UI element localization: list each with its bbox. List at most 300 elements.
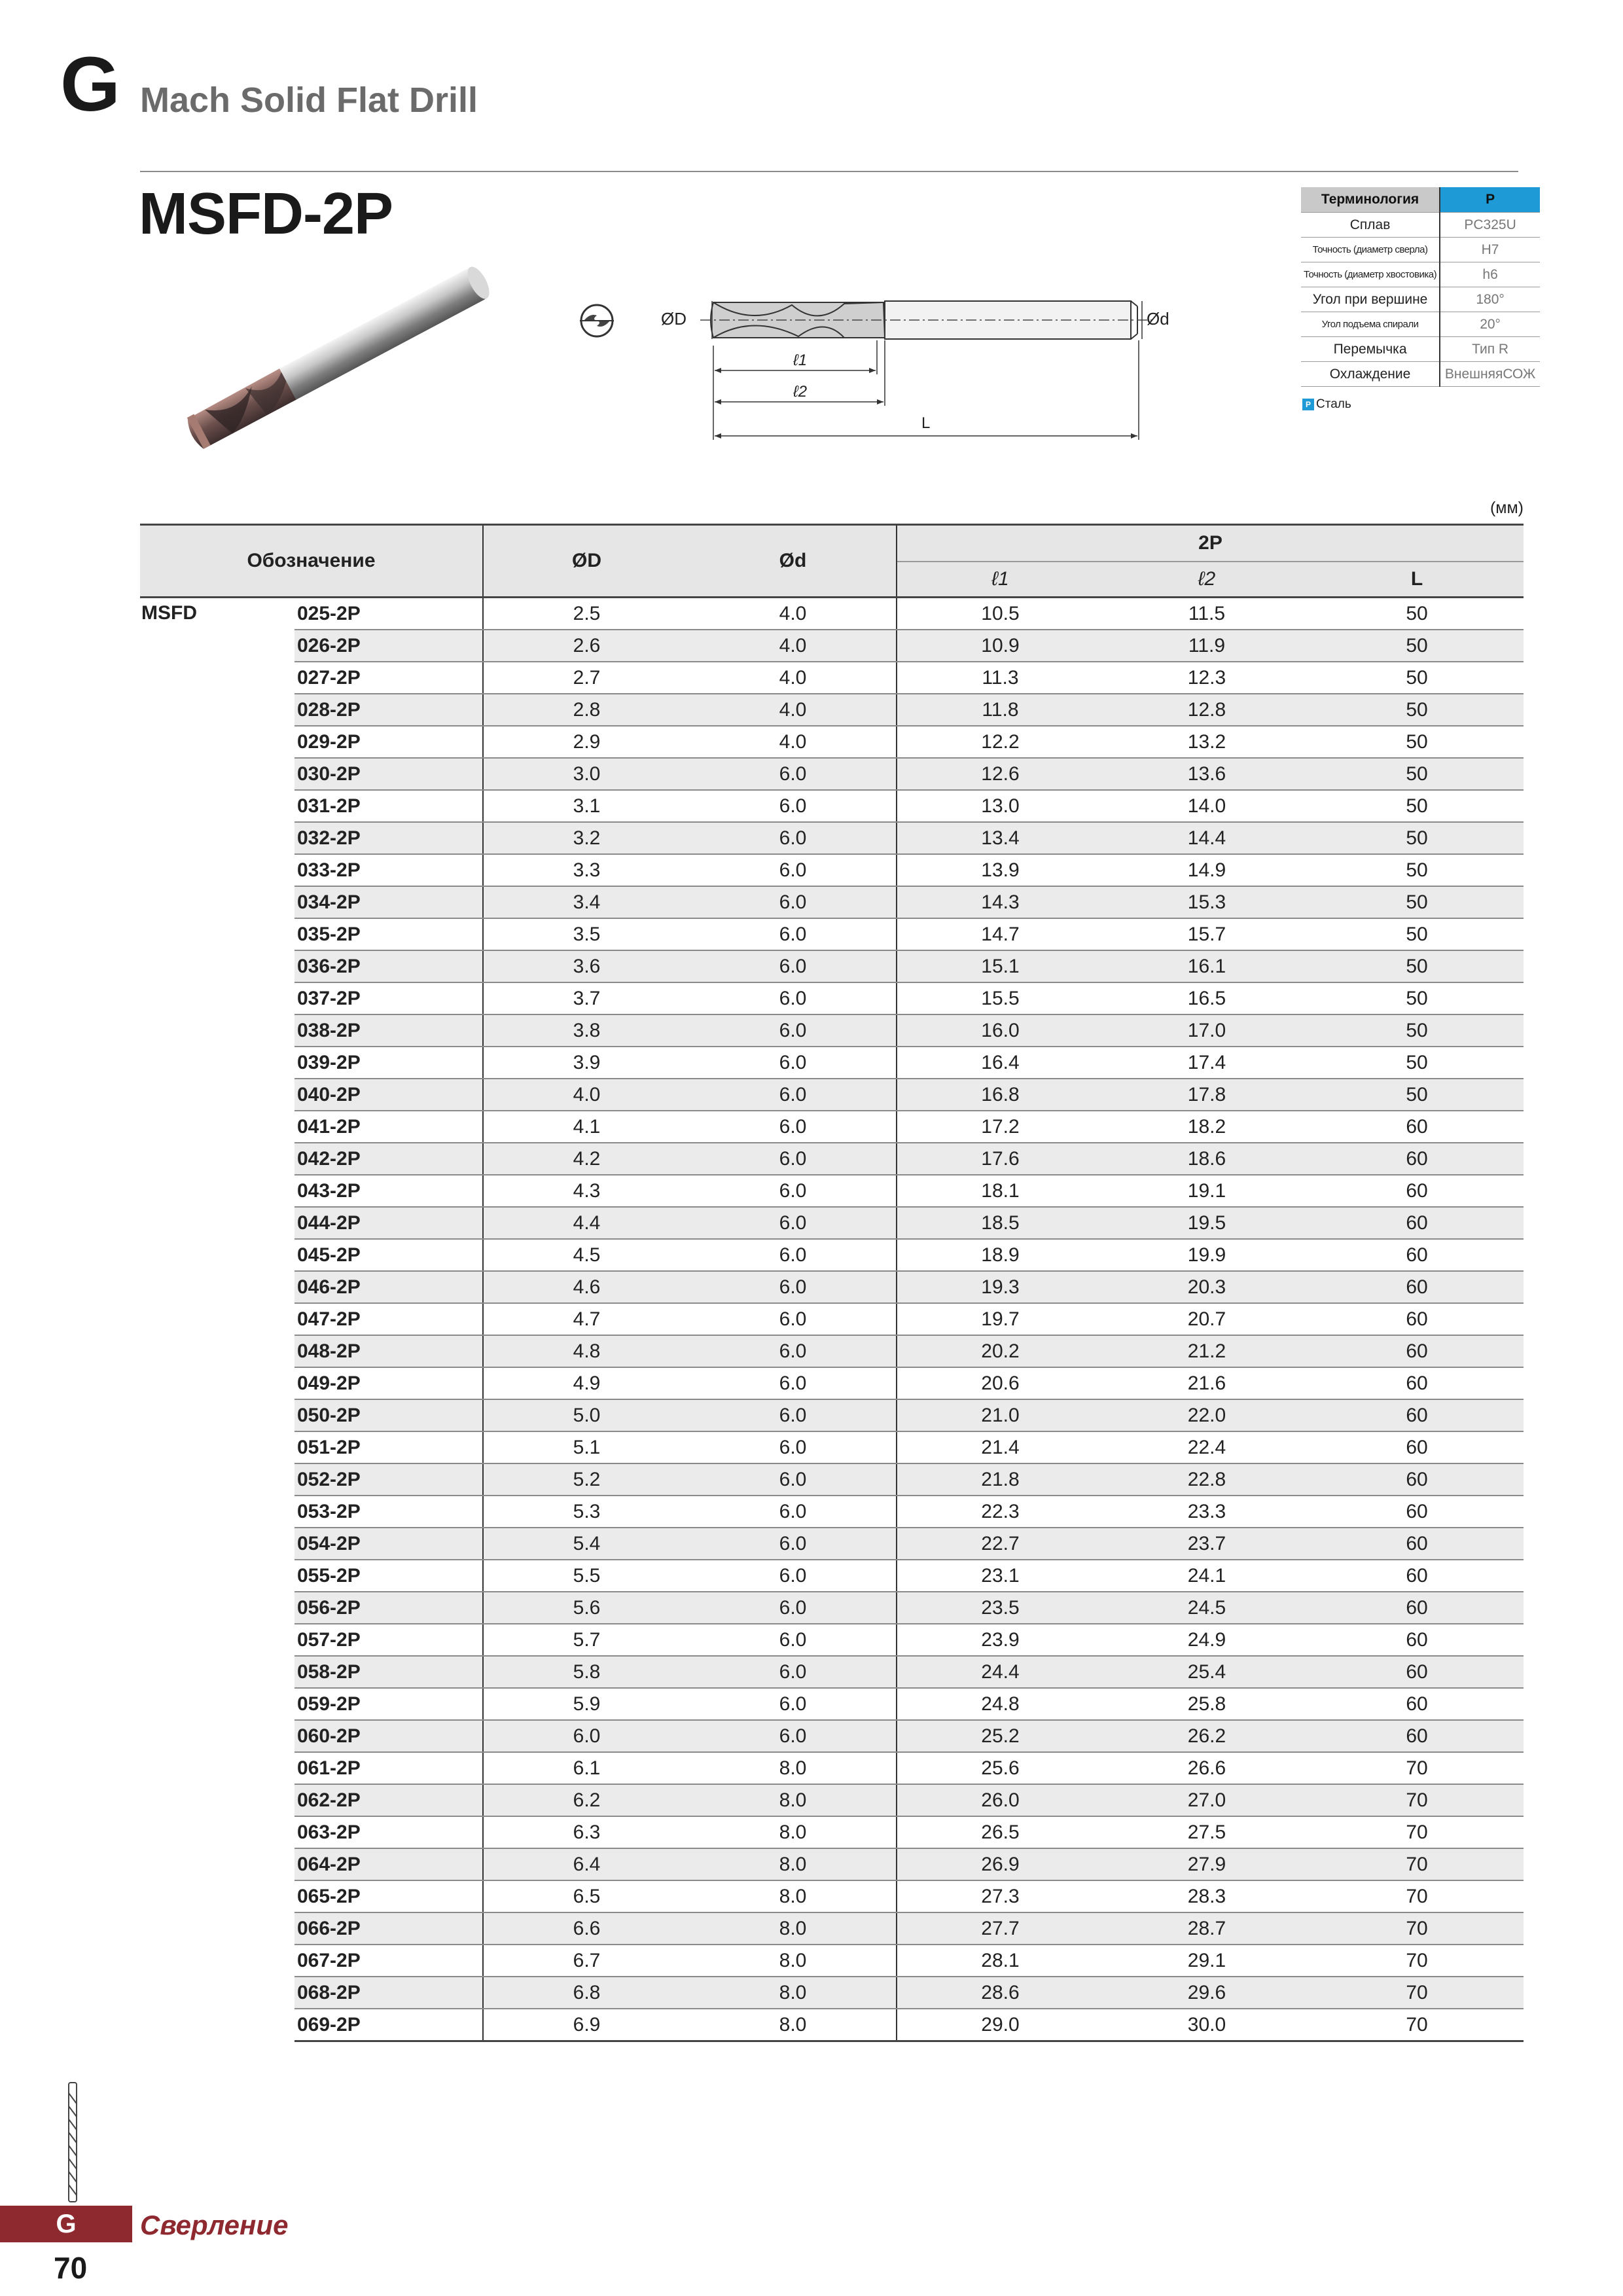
cell-L: 50 bbox=[1310, 982, 1524, 1014]
cell-D: 5.1 bbox=[483, 1431, 690, 1463]
cell-D: 4.0 bbox=[483, 1079, 690, 1111]
cell-l1: 18.1 bbox=[897, 1175, 1103, 1207]
spec-key: Перемычка bbox=[1301, 337, 1440, 362]
table-row bbox=[140, 1175, 1524, 1207]
cell-D: 6.0 bbox=[483, 1720, 690, 1752]
cell-l2: 27.5 bbox=[1103, 1816, 1310, 1848]
cell-D: 5.5 bbox=[483, 1560, 690, 1592]
cell-L: 60 bbox=[1310, 1560, 1524, 1592]
cell-l2: 18.6 bbox=[1103, 1143, 1310, 1175]
spec-value: ВнешняяСОЖ bbox=[1440, 362, 1540, 387]
cell-l2: 16.5 bbox=[1103, 982, 1310, 1014]
cell-l2: 19.5 bbox=[1103, 1207, 1310, 1239]
cell-L: 50 bbox=[1310, 918, 1524, 950]
cell-l2: 27.0 bbox=[1103, 1784, 1310, 1816]
cell-l1: 13.4 bbox=[897, 822, 1103, 854]
cell-code: 029-2P bbox=[294, 726, 483, 758]
spec-key: Точность (диаметр сверла) bbox=[1301, 238, 1440, 262]
cell-D: 4.2 bbox=[483, 1143, 690, 1175]
cell-l1: 12.6 bbox=[897, 758, 1103, 790]
cell-d: 6.0 bbox=[690, 1688, 897, 1720]
table-row bbox=[140, 726, 1524, 758]
label-dia-D: ØD bbox=[661, 309, 687, 329]
cell-D: 4.1 bbox=[483, 1111, 690, 1143]
table-row bbox=[140, 1207, 1524, 1239]
cell-l1: 27.7 bbox=[897, 1912, 1103, 1945]
spec-row bbox=[1301, 287, 1540, 312]
cell-l2: 18.2 bbox=[1103, 1111, 1310, 1143]
table-row bbox=[140, 2009, 1524, 2041]
cell-code: 042-2P bbox=[294, 1143, 483, 1175]
cell-D: 3.3 bbox=[483, 854, 690, 886]
cell-L: 60 bbox=[1310, 1656, 1524, 1688]
cell-l2: 17.8 bbox=[1103, 1079, 1310, 1111]
cell-code: 063-2P bbox=[294, 1816, 483, 1848]
cell-code: 050-2P bbox=[294, 1399, 483, 1431]
cell-code: 052-2P bbox=[294, 1463, 483, 1496]
cell-l1: 26.5 bbox=[897, 1816, 1103, 1848]
cell-code: 060-2P bbox=[294, 1720, 483, 1752]
cell-l2: 17.0 bbox=[1103, 1014, 1310, 1047]
table-row bbox=[140, 1239, 1524, 1271]
cell-code: 041-2P bbox=[294, 1111, 483, 1143]
cell-l1: 17.6 bbox=[897, 1143, 1103, 1175]
spec-row bbox=[1301, 312, 1540, 337]
cell-d: 4.0 bbox=[690, 662, 897, 694]
cell-L: 70 bbox=[1310, 1880, 1524, 1912]
chapter-title: Mach Solid Flat Drill bbox=[140, 81, 478, 120]
cell-d: 6.0 bbox=[690, 854, 897, 886]
cell-l2: 29.6 bbox=[1103, 1977, 1310, 2009]
table-row bbox=[140, 822, 1524, 854]
cell-d: 6.0 bbox=[690, 1496, 897, 1528]
cell-d: 8.0 bbox=[690, 2009, 897, 2041]
table-row bbox=[140, 1624, 1524, 1656]
table-row bbox=[140, 1303, 1524, 1335]
cell-D: 2.8 bbox=[483, 694, 690, 726]
cell-L: 70 bbox=[1310, 2009, 1524, 2041]
table-row bbox=[140, 598, 1524, 630]
cell-D: 6.5 bbox=[483, 1880, 690, 1912]
cell-code: 037-2P bbox=[294, 982, 483, 1014]
table-row bbox=[140, 1720, 1524, 1752]
cell-d: 6.0 bbox=[690, 1014, 897, 1047]
cell-L: 50 bbox=[1310, 758, 1524, 790]
cell-L: 50 bbox=[1310, 950, 1524, 982]
cell-code: 067-2P bbox=[294, 1945, 483, 1977]
cell-code: 058-2P bbox=[294, 1656, 483, 1688]
cell-L: 70 bbox=[1310, 1816, 1524, 1848]
cell-d: 6.0 bbox=[690, 758, 897, 790]
cell-l2: 12.3 bbox=[1103, 662, 1310, 694]
cell-l1: 27.3 bbox=[897, 1880, 1103, 1912]
section-label: Сверление bbox=[140, 2210, 289, 2240]
cell-D: 4.6 bbox=[483, 1271, 690, 1303]
cell-D: 6.8 bbox=[483, 1977, 690, 2009]
cell-L: 50 bbox=[1310, 662, 1524, 694]
cell-l1: 15.5 bbox=[897, 982, 1103, 1014]
cell-D: 4.5 bbox=[483, 1239, 690, 1271]
header-l1: ℓ1 bbox=[897, 562, 1103, 598]
table-row bbox=[140, 886, 1524, 918]
table-row bbox=[140, 1977, 1524, 2009]
table-row bbox=[140, 1496, 1524, 1528]
cell-d: 6.0 bbox=[690, 918, 897, 950]
drill-side-icon bbox=[63, 2080, 82, 2204]
cell-L: 70 bbox=[1310, 1848, 1524, 1880]
table-row bbox=[140, 1367, 1524, 1399]
cell-l1: 29.0 bbox=[897, 2009, 1103, 2041]
cell-l2: 13.6 bbox=[1103, 758, 1310, 790]
cell-d: 8.0 bbox=[690, 1784, 897, 1816]
cell-L: 60 bbox=[1310, 1463, 1524, 1496]
cell-code: 028-2P bbox=[294, 694, 483, 726]
cell-L: 70 bbox=[1310, 1912, 1524, 1945]
table-row bbox=[140, 1111, 1524, 1143]
cell-D: 3.5 bbox=[483, 918, 690, 950]
cell-l1: 19.3 bbox=[897, 1271, 1103, 1303]
cell-d: 8.0 bbox=[690, 1816, 897, 1848]
header-dia-d: Ød bbox=[690, 525, 897, 598]
table-row bbox=[140, 758, 1524, 790]
cell-d: 6.0 bbox=[690, 1303, 897, 1335]
header-divider bbox=[140, 171, 1518, 172]
cell-L: 60 bbox=[1310, 1624, 1524, 1656]
cell-D: 2.9 bbox=[483, 726, 690, 758]
table-row bbox=[140, 1912, 1524, 1945]
cell-l1: 25.6 bbox=[897, 1752, 1103, 1784]
cell-L: 50 bbox=[1310, 1014, 1524, 1047]
cell-D: 5.9 bbox=[483, 1688, 690, 1720]
cell-D: 2.6 bbox=[483, 630, 690, 662]
page-number: 70 bbox=[54, 2251, 88, 2285]
cell-l2: 14.0 bbox=[1103, 790, 1310, 822]
cell-l1: 21.0 bbox=[897, 1399, 1103, 1431]
cell-L: 50 bbox=[1310, 790, 1524, 822]
spec-key: Сплав bbox=[1301, 213, 1440, 238]
cell-l2: 11.5 bbox=[1103, 598, 1310, 630]
cell-L: 60 bbox=[1310, 1271, 1524, 1303]
cell-code: 043-2P bbox=[294, 1175, 483, 1207]
header-l2: ℓ2 bbox=[1103, 562, 1310, 598]
cell-l2: 24.5 bbox=[1103, 1592, 1310, 1624]
cell-code: 044-2P bbox=[294, 1207, 483, 1239]
cell-l1: 18.9 bbox=[897, 1239, 1103, 1271]
cell-code: 046-2P bbox=[294, 1271, 483, 1303]
spec-note bbox=[1302, 397, 1351, 412]
spec-header-value: P bbox=[1440, 187, 1540, 213]
cell-d: 6.0 bbox=[690, 1047, 897, 1079]
cell-l1: 15.1 bbox=[897, 950, 1103, 982]
cell-d: 8.0 bbox=[690, 1945, 897, 1977]
cell-code: 047-2P bbox=[294, 1303, 483, 1335]
cell-code: 061-2P bbox=[294, 1752, 483, 1784]
cell-L: 50 bbox=[1310, 630, 1524, 662]
cell-l1: 26.9 bbox=[897, 1848, 1103, 1880]
label-dia-d: Ød bbox=[1147, 309, 1169, 329]
cell-d: 6.0 bbox=[690, 950, 897, 982]
cell-code: 045-2P bbox=[294, 1239, 483, 1271]
cell-L: 70 bbox=[1310, 1752, 1524, 1784]
cell-l1: 23.5 bbox=[897, 1592, 1103, 1624]
cell-l2: 12.8 bbox=[1103, 694, 1310, 726]
cell-L: 50 bbox=[1310, 886, 1524, 918]
cell-d: 6.0 bbox=[690, 1720, 897, 1752]
cell-l1: 16.4 bbox=[897, 1047, 1103, 1079]
cell-L: 60 bbox=[1310, 1143, 1524, 1175]
cell-d: 6.0 bbox=[690, 1207, 897, 1239]
spec-key: Точность (диаметр хвостовика) bbox=[1301, 262, 1440, 287]
cell-d: 6.0 bbox=[690, 1463, 897, 1496]
cell-l2: 23.3 bbox=[1103, 1496, 1310, 1528]
cell-d: 6.0 bbox=[690, 886, 897, 918]
cell-d: 6.0 bbox=[690, 982, 897, 1014]
cell-l1: 12.2 bbox=[897, 726, 1103, 758]
cell-L: 60 bbox=[1310, 1431, 1524, 1463]
cell-D: 3.8 bbox=[483, 1014, 690, 1047]
cell-code: 057-2P bbox=[294, 1624, 483, 1656]
table-row bbox=[140, 1592, 1524, 1624]
cell-l2: 22.8 bbox=[1103, 1463, 1310, 1496]
cell-l1: 16.0 bbox=[897, 1014, 1103, 1047]
cell-code: 030-2P bbox=[294, 758, 483, 790]
series-name: MSFD bbox=[141, 602, 197, 624]
table-row bbox=[140, 1880, 1524, 1912]
cell-D: 6.9 bbox=[483, 2009, 690, 2041]
table-row bbox=[140, 1335, 1524, 1367]
cell-l2: 22.0 bbox=[1103, 1399, 1310, 1431]
cell-l1: 18.5 bbox=[897, 1207, 1103, 1239]
cell-l2: 28.7 bbox=[1103, 1912, 1310, 1945]
cell-code: 069-2P bbox=[294, 2009, 483, 2041]
cell-l1: 21.8 bbox=[897, 1463, 1103, 1496]
header-dia-D: ØD bbox=[483, 525, 690, 598]
cell-l2: 19.1 bbox=[1103, 1175, 1310, 1207]
cell-l2: 11.9 bbox=[1103, 630, 1310, 662]
cell-code: 036-2P bbox=[294, 950, 483, 982]
cell-d: 8.0 bbox=[690, 1880, 897, 1912]
cell-l1: 10.5 bbox=[897, 598, 1103, 630]
spec-value: Тип R bbox=[1440, 337, 1540, 362]
cell-D: 2.5 bbox=[483, 598, 690, 630]
cell-code: 059-2P bbox=[294, 1688, 483, 1720]
cell-L: 60 bbox=[1310, 1528, 1524, 1560]
cell-d: 6.0 bbox=[690, 1399, 897, 1431]
table-row bbox=[140, 1431, 1524, 1463]
cell-d: 4.0 bbox=[690, 598, 897, 630]
cell-l1: 17.2 bbox=[897, 1111, 1103, 1143]
cell-D: 5.0 bbox=[483, 1399, 690, 1431]
cell-D: 6.6 bbox=[483, 1912, 690, 1945]
cell-l1: 11.8 bbox=[897, 694, 1103, 726]
cell-L: 70 bbox=[1310, 1784, 1524, 1816]
cell-L: 60 bbox=[1310, 1367, 1524, 1399]
cell-l1: 16.8 bbox=[897, 1079, 1103, 1111]
cell-D: 6.4 bbox=[483, 1848, 690, 1880]
cell-code: 053-2P bbox=[294, 1496, 483, 1528]
cell-L: 60 bbox=[1310, 1592, 1524, 1624]
spec-header-row bbox=[1301, 187, 1540, 213]
cell-code: 051-2P bbox=[294, 1431, 483, 1463]
table-row bbox=[140, 854, 1524, 886]
spec-value: PC325U bbox=[1440, 213, 1540, 238]
cell-l2: 17.4 bbox=[1103, 1047, 1310, 1079]
cell-l1: 13.0 bbox=[897, 790, 1103, 822]
cell-L: 60 bbox=[1310, 1399, 1524, 1431]
cell-d: 8.0 bbox=[690, 1912, 897, 1945]
cell-l2: 20.3 bbox=[1103, 1271, 1310, 1303]
table-row bbox=[140, 950, 1524, 982]
cell-l1: 19.7 bbox=[897, 1303, 1103, 1335]
cell-L: 50 bbox=[1310, 1079, 1524, 1111]
steel-marker-icon: P bbox=[1302, 399, 1314, 410]
section-tab-letter: G bbox=[56, 2210, 77, 2238]
cell-L: 60 bbox=[1310, 1239, 1524, 1271]
cell-d: 4.0 bbox=[690, 630, 897, 662]
spec-value: H7 bbox=[1440, 238, 1540, 262]
cell-code: 039-2P bbox=[294, 1047, 483, 1079]
table-row bbox=[140, 1784, 1524, 1816]
table-row bbox=[140, 694, 1524, 726]
cell-l1: 24.8 bbox=[897, 1688, 1103, 1720]
cell-code: 040-2P bbox=[294, 1079, 483, 1111]
cell-code: 056-2P bbox=[294, 1592, 483, 1624]
cell-l1: 26.0 bbox=[897, 1784, 1103, 1816]
cell-L: 60 bbox=[1310, 1111, 1524, 1143]
cell-l1: 23.1 bbox=[897, 1560, 1103, 1592]
cell-code: 048-2P bbox=[294, 1335, 483, 1367]
table-row bbox=[140, 1399, 1524, 1431]
cell-l2: 27.9 bbox=[1103, 1848, 1310, 1880]
table-row bbox=[140, 1079, 1524, 1111]
table-row bbox=[140, 630, 1524, 662]
cell-d: 6.0 bbox=[690, 1431, 897, 1463]
spec-key: Охлаждение bbox=[1301, 362, 1440, 387]
cell-code: 034-2P bbox=[294, 886, 483, 918]
cell-l1: 22.3 bbox=[897, 1496, 1103, 1528]
unit-label: (мм) bbox=[1489, 499, 1524, 517]
cell-L: 50 bbox=[1310, 822, 1524, 854]
cell-code: 064-2P bbox=[294, 1848, 483, 1880]
header-group-2p: 2P bbox=[897, 525, 1524, 562]
cell-l2: 14.9 bbox=[1103, 854, 1310, 886]
spec-row bbox=[1301, 262, 1540, 287]
cell-l1: 14.3 bbox=[897, 886, 1103, 918]
cell-l2: 30.0 bbox=[1103, 2009, 1310, 2041]
cell-code: 065-2P bbox=[294, 1880, 483, 1912]
spec-row bbox=[1301, 337, 1540, 362]
cell-code: 049-2P bbox=[294, 1367, 483, 1399]
drill-end-view-icon bbox=[577, 301, 616, 340]
cell-L: 60 bbox=[1310, 1175, 1524, 1207]
cell-D: 5.4 bbox=[483, 1528, 690, 1560]
cell-L: 60 bbox=[1310, 1207, 1524, 1239]
cell-l1: 21.4 bbox=[897, 1431, 1103, 1463]
dimensions-table bbox=[140, 524, 1524, 2042]
spec-header-key: Терминология bbox=[1301, 187, 1440, 213]
cell-D: 3.4 bbox=[483, 886, 690, 918]
table-row bbox=[140, 982, 1524, 1014]
cell-D: 3.2 bbox=[483, 822, 690, 854]
cell-l1: 20.6 bbox=[897, 1367, 1103, 1399]
cell-code: 055-2P bbox=[294, 1560, 483, 1592]
cell-L: 50 bbox=[1310, 598, 1524, 630]
cell-D: 5.6 bbox=[483, 1592, 690, 1624]
table-row bbox=[140, 1143, 1524, 1175]
cell-d: 6.0 bbox=[690, 1592, 897, 1624]
table-row bbox=[140, 1656, 1524, 1688]
cell-l1: 24.4 bbox=[897, 1656, 1103, 1688]
header-L: L bbox=[1310, 562, 1524, 598]
cell-D: 4.7 bbox=[483, 1303, 690, 1335]
cell-D: 6.7 bbox=[483, 1945, 690, 1977]
cell-d: 6.0 bbox=[690, 790, 897, 822]
cell-L: 70 bbox=[1310, 1977, 1524, 2009]
chapter-letter: G bbox=[60, 41, 120, 128]
cell-L: 60 bbox=[1310, 1335, 1524, 1367]
cell-L: 50 bbox=[1310, 726, 1524, 758]
cell-D: 4.9 bbox=[483, 1367, 690, 1399]
spec-value: 180° bbox=[1440, 287, 1540, 312]
spec-key: Угол подъема спирали bbox=[1301, 312, 1440, 337]
cell-l1: 14.7 bbox=[897, 918, 1103, 950]
drill-dimension-drawing bbox=[648, 288, 1204, 445]
cell-l1: 23.9 bbox=[897, 1624, 1103, 1656]
cell-l2: 19.9 bbox=[1103, 1239, 1310, 1271]
table-row bbox=[140, 1560, 1524, 1592]
cell-code: 027-2P bbox=[294, 662, 483, 694]
cell-d: 6.0 bbox=[690, 1239, 897, 1271]
cell-l1: 10.9 bbox=[897, 630, 1103, 662]
cell-code: 066-2P bbox=[294, 1912, 483, 1945]
table-row bbox=[140, 1688, 1524, 1720]
drill-product-image bbox=[149, 252, 542, 455]
cell-L: 60 bbox=[1310, 1720, 1524, 1752]
cell-code: 025-2P bbox=[294, 598, 483, 630]
cell-d: 6.0 bbox=[690, 1560, 897, 1592]
cell-l1: 28.6 bbox=[897, 1977, 1103, 2009]
spec-note-text: Сталь bbox=[1316, 397, 1351, 411]
cell-l2: 15.3 bbox=[1103, 886, 1310, 918]
cell-D: 3.1 bbox=[483, 790, 690, 822]
cell-l2: 20.7 bbox=[1103, 1303, 1310, 1335]
cell-D: 4.3 bbox=[483, 1175, 690, 1207]
cell-l2: 26.2 bbox=[1103, 1720, 1310, 1752]
table-row bbox=[140, 918, 1524, 950]
cell-D: 5.7 bbox=[483, 1624, 690, 1656]
cell-D: 3.7 bbox=[483, 982, 690, 1014]
cell-L: 50 bbox=[1310, 854, 1524, 886]
cell-L: 50 bbox=[1310, 1047, 1524, 1079]
label-L: L bbox=[921, 414, 931, 432]
cell-l2: 21.2 bbox=[1103, 1335, 1310, 1367]
spec-table bbox=[1301, 187, 1540, 387]
cell-d: 6.0 bbox=[690, 1111, 897, 1143]
cell-l1: 11.3 bbox=[897, 662, 1103, 694]
cell-d: 6.0 bbox=[690, 1624, 897, 1656]
cell-l2: 22.4 bbox=[1103, 1431, 1310, 1463]
cell-L: 50 bbox=[1310, 694, 1524, 726]
cell-l2: 21.6 bbox=[1103, 1367, 1310, 1399]
table-row bbox=[140, 1752, 1524, 1784]
spec-row bbox=[1301, 238, 1540, 262]
cell-code: 038-2P bbox=[294, 1014, 483, 1047]
cell-code: 031-2P bbox=[294, 790, 483, 822]
table-row bbox=[140, 1816, 1524, 1848]
cell-l1: 22.7 bbox=[897, 1528, 1103, 1560]
cell-D: 4.8 bbox=[483, 1335, 690, 1367]
cell-L: 60 bbox=[1310, 1496, 1524, 1528]
